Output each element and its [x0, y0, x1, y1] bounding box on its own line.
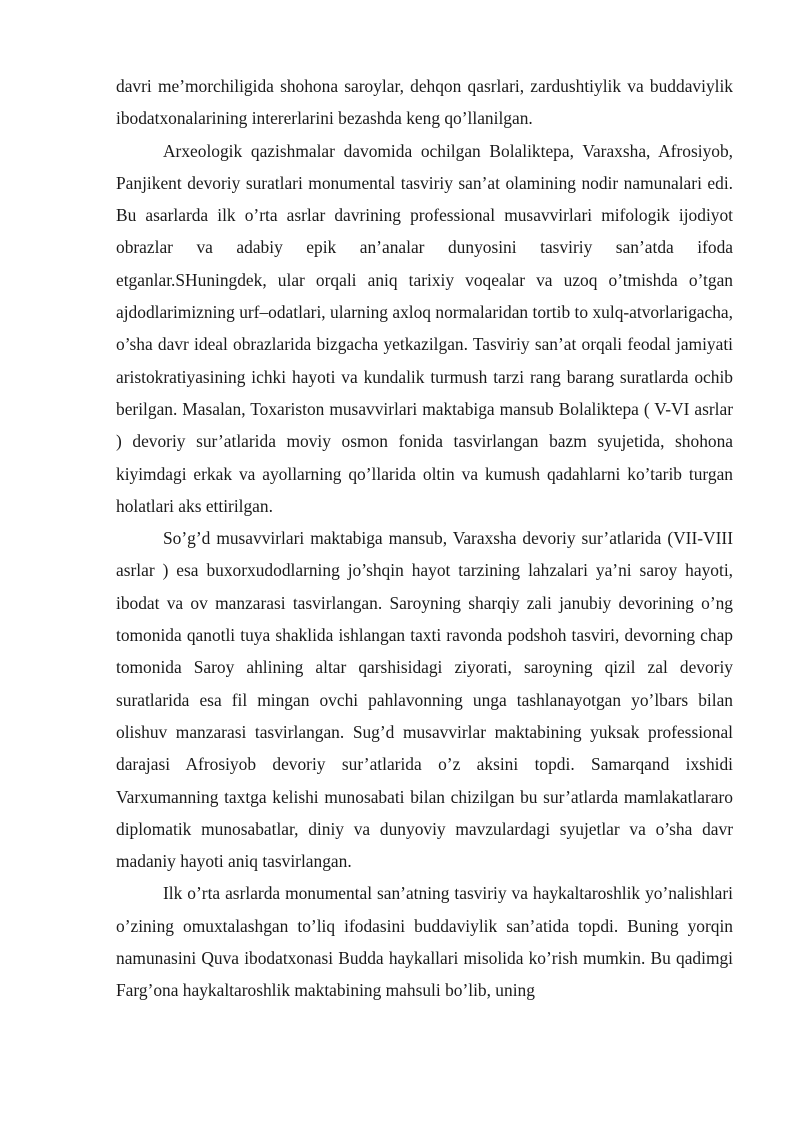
- paragraph-buddhist-art: Ilk o’rta asrlarda monumental san’atning tasviriy va haykaltaroshlik yo’nalishlari o’zining omuxtalashgan to’liq ifodasini buddaviylik san’atida topdi. Buning yorqin namunasini Quva ibodatxonasi Budda haykallari misolida ko’rish mumkin. Bu qadimgi Farg’ona haykaltaroshlik maktabining mahsuli bo’lib, uning: [116, 883, 733, 1001]
- paragraph-continuation: davri me’morchiligida shohona saroylar, dehqon qasrlari, zardushtiylik va buddaviylik ibodatxonalarining intererlarini bezashda keng qo’llanilgan.: [116, 76, 733, 129]
- document-page: [116, 70, 733, 1007]
- paragraph-archaeology: Arxeologik qazishmalar davomida ochilgan Bolaliktepa, Varaxsha, Afrosiyob, Panjikent devoriy suratlari monumental tasviriy san’at olamining nodir namunalari edi. Bu asarlarda ilk o’rta asrlar davrining professional musavvirlari mifologik ijodiyot obrazlar va adabiy epik an’analar dunyosini tasviriy san’atda ifoda etganlar.SHuningdek, ular orqali aniq tarixiy voqealar va uzoq o’tmishda o’tgan ajdodlarimizning urf–odatlari, ularning axloq normalaridan tortib to xulq-atvorlarigacha, o’sha davr ideal obrazlarida bizgacha yetkazilgan. Tasviriy san’at orqali feodal jamiyati aristokratiyasining ichki hayoti va kundalik turmush tarzi rang barang suratlarda ochib berilgan. Masalan, Toxariston musavvirlari maktabiga mansub Bolaliktepa ( V-VI asrlar ) devoriy sur’atlarida moviy osmon fonida tasvirlangan bazm syujetida, shohona kiyimdagi erkak va ayollarning qo’llarida oltin va kumush qadahlarni ko’tarib turgan holatlari aks ettirilgan.: [116, 140, 733, 516]
- paragraph-sogdian-school: So’g’d musavvirlari maktabiga mansub, Varaxsha devoriy sur’atlarida (VII-VIII asrlar ) esa buxorxudodlarning jo’shqin hayot tarzining lahzalari ya’ni saroy hayoti, ibodat va ov manzarasi tasvirlangan. Saroyning sharqiy zali janubiy devorining o’ng tomonida qanotli tuya shaklida ishlangan taxti ravonda podshoh tasviri, devorning chap tomonida Saroy ahlining altar qarshisidagi ziyorati, saroyning qizil zal devoriy suratlarida esa fil mingan ovchi pahlavonning unga tashlanayotgan yo’lbars bilan olishuv manzarasi tasvirlangan. Sug’d musavvirlar maktabining yuksak professional darajasi Afrosiyob devoriy sur’atlarida o’z aksini topdi. Samarqand ixshidi Varxumanning taxtga kelishi munosabati bilan chizilgan bu sur’atlarda mamlakatlararo diplomatik munosabatlar, diniy va dunyoviy mavzulardagi syujetlar va o’sha davr madaniy hayoti aniq tasvirlangan.: [116, 528, 733, 872]
